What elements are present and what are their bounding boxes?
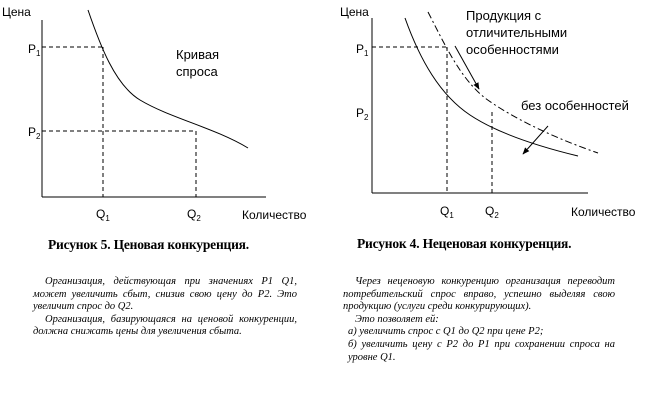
right-distinct-label-line3: особенностями <box>466 42 559 57</box>
left-y-axis-label: Цена <box>2 5 31 19</box>
right-y-axis-label: Цена <box>340 5 369 19</box>
left-description <box>33 276 297 339</box>
right-q1-label: $Q_1$ <box>440 204 454 220</box>
left-curve-label-line2: спроса <box>176 64 218 79</box>
right-x-axis-label: Количество <box>571 205 636 219</box>
right-description-item-a: а) увеличить спрос с Q1 до Q2 при цене P2; <box>348 326 544 338</box>
right-plain-label: без особенностей <box>521 98 629 113</box>
left-p1-label: $P_1$ <box>28 42 41 58</box>
right-plain-arrow <box>523 126 548 154</box>
right-diagram <box>340 5 636 220</box>
left-description-p2: Организация, базирующаяся на ценовой конкуренции, должна снижать цены для увеличения сбыта. <box>33 313 297 338</box>
left-diagram <box>2 5 307 223</box>
left-curve-label-line1: Кривая <box>176 47 220 62</box>
right-distinct-label-line2: отличительными <box>466 25 568 40</box>
left-x-axis-label: Количество <box>242 208 307 222</box>
left-p2-label: $P_2$ <box>28 125 41 141</box>
right-p2-label: $P_2$ <box>356 106 369 122</box>
right-description-item-b: б) увеличить цену с P2 до P1 при сохранении спроса на уровне Q1. <box>348 338 615 363</box>
left-q1-label: $Q_1$ <box>96 207 110 223</box>
right-description <box>343 276 615 364</box>
left-q2-label: $Q_2$ <box>187 207 201 223</box>
right-description-p2: Это позволяет ей: <box>355 313 439 325</box>
left-demand-curve <box>88 10 248 148</box>
right-description-p1: Через неценовую конкуренцию организация переводит потребительский спрос вправо, успешно выделяя свою продукцию (услуги среди конкурирующих). <box>343 276 615 313</box>
right-caption: Рисунок 4. Неценовая конкуренция. <box>357 236 572 251</box>
right-distinct-label-line1: Продукция с <box>466 8 542 23</box>
right-p1-label: $P_1$ <box>356 42 369 58</box>
left-caption: Рисунок 5. Ценовая конкуренция. <box>48 237 249 252</box>
left-description-p1: Организация, действующая при значениях P1 Q1, может увеличить сбыт, снизив свою цену до P2. Это увеличит спрос до Q2. <box>33 276 297 313</box>
right-q2-label: $Q_2$ <box>485 204 499 220</box>
